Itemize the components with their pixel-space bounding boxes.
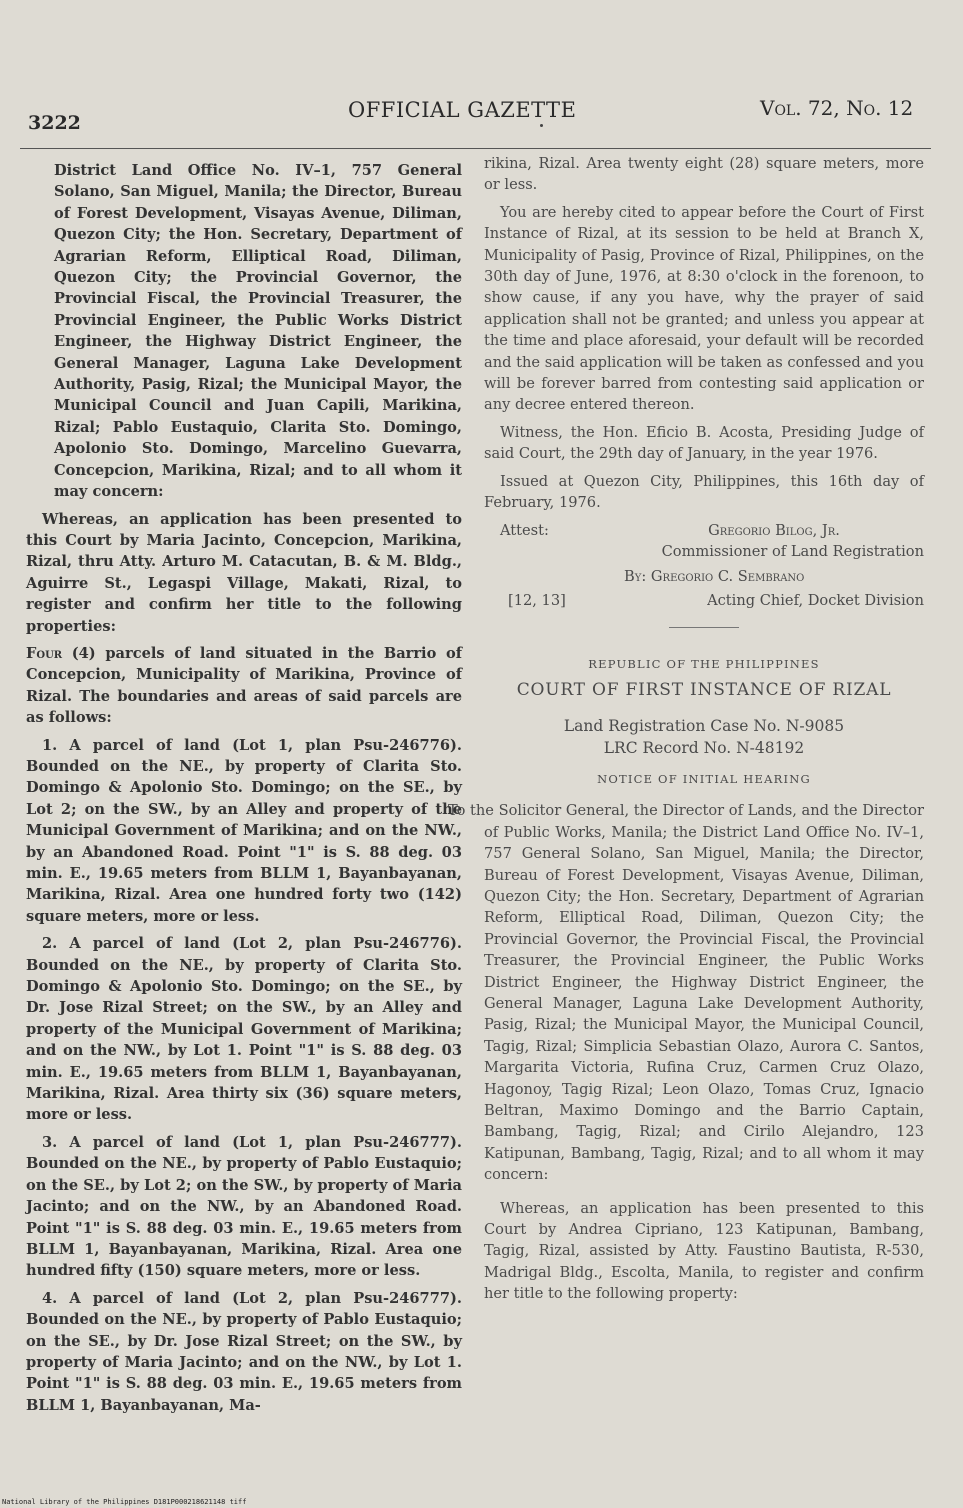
left-column	[26, 160, 462, 1422]
signatory-name: Gregorio Bilog, Jr.	[708, 521, 840, 539]
page-title: OFFICIAL GAZETTE	[348, 98, 577, 122]
republic-heading: REPUBLIC OF THE PHILIPPINES	[588, 657, 820, 672]
addressee-continuation: District Land Office No. IV–1, 757 General Solano, San Miguel, Manila; the Director, Bureau of Forest Development, Visayas Avenue, Diliman, Quezon City; the Hon. Secretary, Department of Agrarian Reform, Elliptical Road, Diliman, Quezon City; the Provincial Governor, the Provincial Fiscal, the Provincial Treasurer, the Provincial Engineer, the Public Works District Engineer, the Highway District Engineer, the General Manager, Laguna Lake Development Authority, Pasig, Rizal; the Municipal Mayor, the Municipal Council and Juan Capili, Marikina, Rizal; Pablo Eustaquio, Clarita Sto. Domingo, Apolonio Sto. Domingo, Marcelino Guevarra, Concepcion, Marikina, Rizal; and to all whom it may concern:	[54, 162, 462, 501]
whereas-paragraph-2: Whereas, an application has been presented to this Court by Andrea Cipriano, 123 Katipunan, Bambang, Tagig, Rizal, assisted by Atty. Faustino Bautista, R-530, Madrigal Bldg., Escolta, Manila, to register and confirm her title to the following property:	[484, 1199, 924, 1303]
attest-block	[484, 520, 924, 563]
whereas-paragraph: Whereas, an application has been presented to this Court by Maria Jacinto, Concepcion, Marikina, Rizal, thru Atty. Arturo M. Catacutan, B. & M. Bldg., Aguirre St., Legaspi Village, Makati, Rizal, to register and confirm her title to the following properties:	[26, 510, 462, 635]
reference-row	[484, 590, 924, 611]
parcels-rest: (4) parcels of land situated in the Barrio of Concepcion, Municipality of Marikina, Province of Rizal. The boundaries and areas of said parcels are as follows:	[26, 644, 462, 727]
citation-paragraph: You are hereby cited to appear before the Court of First Instance of Rizal, at its session to be held at Branch X, Municipality of Pasig, Province of Rizal, Philippines, on the 30th day of June, 1976, at 8:30 o'clock in the forenoon, to show cause, if any you have, why the prayer of said application shall not be granted; and unless you appear at the time and place aforesaid, your default will be recorded and the said application will be taken as confessed and you will be forever barred from contesting said application or any decree entered thereon.	[484, 203, 924, 414]
case-number: Land Registration Case No. N-9085	[563, 716, 845, 735]
issued-paragraph: Issued at Quezon City, Philippines, this 16th day of February, 1976.	[484, 472, 924, 512]
court-heading: COURT OF FIRST INSTANCE OF RIZAL	[516, 679, 892, 700]
parcel-4: 4. A parcel of land (Lot 2, plan Psu-246777). Bounded on the NE., by property of Pablo Eustaquio; on the SE., by Dr. Jose Rizal Street; on the SW., by property of Maria Jacinto; and on the NW., by Lot 1. Point "1" is S. 88 deg. 03 min. E., 19.65 meters from BLLM 1, Bayanbayanan, Ma-	[26, 1289, 462, 1414]
lrc-record-number: LRC Record No. N-48192	[603, 738, 805, 757]
addressee-list: To the Solicitor General, the Director of Lands, and the Director of Public Works, Manila; the District Land Office No. IV–1, 757 General Solano, San Miguel, Manila; the Director, Bureau of Forest Development, Visayas Avenue, Diliman, Quezon City; the Hon. Secretary, Department of Agrarian Reform, Elliptical Road, Diliman, Quezon City; the Provincial Governor, the Provincial Fiscal, the Provincial Treasurer, the Provincial Engineer, the Public Works District Engineer, the Highway District Engineer, the General Manager, Laguna Lake Development Authority, Pasig, Rizal; the Municipal Mayor, the Municipal Council, Tagig, Rizal; Simplicia Sebastian Olazo, Aurora C. Santos, Margarita Victoria, Rufina Cruz, Carmen Cruz Olazo, Hagonoy, Tagig Rizal; Leon Olazo, Tomas Cruz, Ignacio Beltran, Maximo Domingo and the Barrio Captain, Bambang, Tagig, Rizal; and Cirilo Alejandro, 123 Katipunan, Bambang, Tagig, Rizal; and to all whom it may concern:	[448, 802, 924, 1184]
by-title: Acting Chief, Docket Division	[707, 591, 924, 609]
page-number: 3222	[28, 112, 81, 134]
section-divider	[669, 627, 739, 628]
reference-number: [12, 13]	[508, 591, 566, 609]
footer-note: National Library of the Philippines D181P000218621148 tiff	[2, 1498, 247, 1506]
signatory-title: Commissioner of Land Registration	[661, 542, 924, 560]
header-rule	[20, 148, 931, 149]
header-dot-icon	[540, 124, 543, 127]
parcels-lead: Four	[26, 644, 63, 662]
parcel-4-continuation: rikina, Rizal. Area twenty eight (28) square meters, more or less.	[484, 155, 924, 194]
by-name: By: Gregorio C. Sembrano	[624, 568, 805, 586]
parcel-1: 1. A parcel of land (Lot 1, plan Psu-246776). Bounded on the NE., by property of Clarita Sto. Domingo & Apolonio Sto. Domingo; on the SE., by Lot 2; on the SW., by an Alley and property of the Municipal Government of Marikina; and on the NW., by an Abandoned Road. Point "1" is S. 88 deg. 03 min. E., 19.65 meters from BLLM 1, Bayanbayanan, Marikina, Rizal. Area one hundred forty two (142) square meters, more or less.	[26, 736, 462, 925]
parcel-3: 3. A parcel of land (Lot 1, plan Psu-246777). Bounded on the NE., by property of Pablo Eustaquio; on the SE., by Lot 2; on the SW., by property of Maria Jacinto; and on the NW., by an Abandoned Road. Point "1" is S. 88 deg. 03 min. E., 19.65 meters from BLLM 1, Bayanbayanan, Marikina, Rizal. Area one hundred fifty (150) square meters, more or less.	[26, 1133, 462, 1280]
volume-number: Vol. 72, No. 12	[760, 96, 914, 120]
parcel-2: 2. A parcel of land (Lot 2, plan Psu-246776). Bounded on the NE., by property of Clarita Sto. Domingo & Apolonio Sto. Domingo; on the SE., by Dr. Jose Rizal Street; on the SW., by an Alley and property of the Municipal Government of Marikina; and on the NW., by Lot 1. Point "1" is S. 88 deg. 03 min. E., 19.65 meters from BLLM 1, Bayanbayanan, Marikina, Rizal. Area thirty six (36) square meters, more or less.	[26, 935, 462, 1124]
parcels-intro	[26, 643, 462, 729]
right-column	[448, 153, 924, 1311]
witness-paragraph: Witness, the Hon. Eficio B. Acosta, Presiding Judge of said Court, the 29th day of January, in the year 1976.	[484, 423, 924, 463]
notice-heading: NOTICE OF INITIAL HEARING	[597, 771, 811, 786]
attest-label: Attest:	[500, 521, 549, 539]
